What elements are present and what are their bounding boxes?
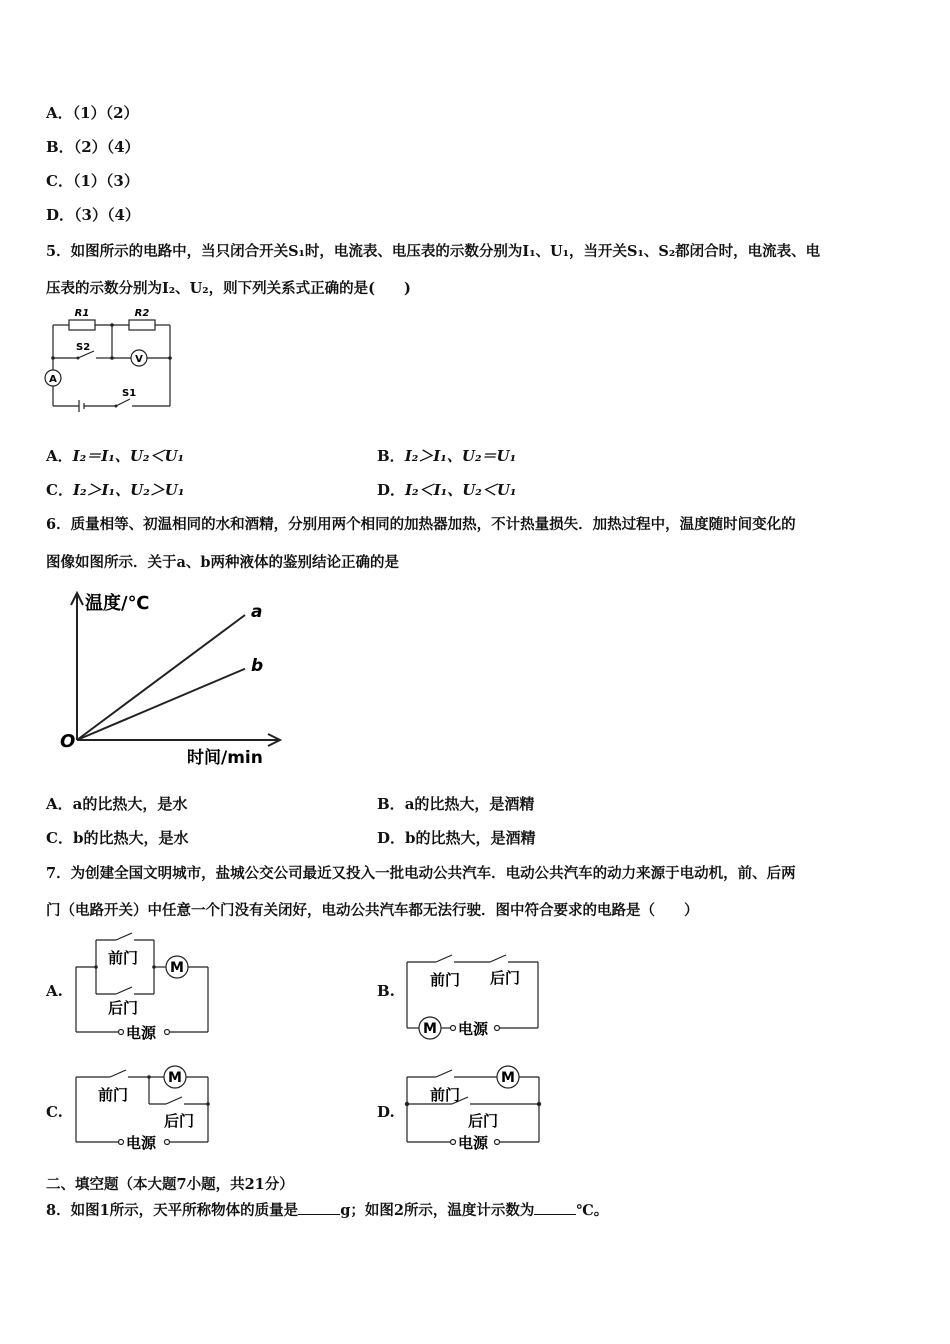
svg-text:前门: 前门 [430,971,461,989]
q8-blank-temperature[interactable] [534,1200,576,1215]
s1-label: S1 [122,388,137,399]
q7-stem-line1: 7．为创建全国文明城市，盐城公交公司最近又投入一批电动公共汽车．电动公共汽车的动力来源于电动机，前、后两 [46,865,796,882]
q7-stem-line2: 门（电路开关）中任意一个门没有关闭好，电动公共汽车都无法行驶．图中符合要求的电路是（ ） [46,902,699,919]
q5-option-c: C．I₂＞I₁、U₂＞U₁ [46,481,185,499]
q6-option-d: D．b的比热大，是酒精 [377,829,536,847]
svg-text:电源: 电源 [458,1020,489,1038]
q6-temperature-chart [55,585,295,775]
q7-circuit-a [70,930,215,1045]
option-c: C．（1）（3） [46,172,139,190]
q5-option-b: B．I₂＞I₁、U₂＝U₁ [377,447,517,465]
svg-text:M: M [170,960,184,976]
svg-text:M: M [501,1070,515,1086]
series-line-a [77,615,245,740]
q7-option-a-label: A. [46,982,63,1000]
svg-text:电源: 电源 [126,1134,157,1152]
ammeter-label: A [49,374,57,385]
q7-circuit-c [70,1060,215,1155]
svg-text:M: M [168,1070,182,1086]
svg-text:电源: 电源 [126,1024,157,1042]
svg-text:后门: 后门 [164,1112,195,1130]
s2-label: S2 [76,342,91,353]
q7-circuit-d [400,1060,545,1155]
svg-text:前门: 前门 [98,1086,129,1104]
q7-option-d-label: D. [377,1103,395,1121]
series-line-b [77,669,245,740]
origin-label: O [60,731,76,752]
svg-text:前门: 前门 [108,949,139,967]
svg-text:前门: 前门 [430,1086,461,1104]
q6-option-c: C．b的比热大，是水 [46,829,189,847]
q6-option-a: A．a的比热大，是水 [46,795,188,813]
series-label-b: b [251,655,264,676]
svg-text:后门: 后门 [108,999,139,1017]
q5-stem-line2: 压表的示数分别为I₂、U₂，则下列关系式正确的是( ) [46,280,411,297]
q6-option-b: B．a的比热大，是酒精 [377,795,535,813]
q5-option-d: D．I₂＜I₁、U₂＜U₁ [377,481,517,499]
resistor-r1 [69,320,95,330]
option-d: D．（3）（4） [46,206,140,224]
q8-stem: 8．如图1所示，天平所称物体的质量是 g；如图2所示，温度计示数为 ℃。 [46,1202,609,1219]
q6-stem-line2: 图像如图所示．关于a、b两种液体的鉴别结论正确的是 [46,554,400,571]
svg-text:后门: 后门 [468,1112,499,1130]
svg-text:后门: 后门 [490,969,521,987]
series-label-a: a [251,602,263,622]
q6-stem-line1: 6．质量相等、初温相同的水和酒精，分别用两个相同的加热器加热，不计热量损失．加热过程中，温度随时间变化的 [46,516,796,533]
section-2-heading: 二、填空题（本大题7小题，共21分） [46,1176,294,1193]
q5-stem-line1: 5．如图所示的电路中，当只闭合开关S₁时，电流表、电压表的示数分别为I₁、U₁，当开关S₁、S₂都闭合时，电流表、电 [46,243,821,260]
q7-option-b-label: B. [377,982,395,1000]
option-a: A．（1）（2） [46,104,139,122]
svg-text:M: M [423,1021,437,1037]
q7-circuit-b [400,940,545,1040]
resistor-r2 [129,320,155,330]
voltmeter-label: V [135,354,143,365]
svg-text:电源: 电源 [458,1134,489,1152]
r1-label: R1 [74,308,90,319]
x-axis-label: 时间/min [187,748,263,768]
r2-label: R2 [134,308,150,319]
q8-blank-mass[interactable] [298,1200,340,1215]
y-axis-label: 温度/℃ [85,593,150,614]
q5-circuit-figure [40,304,180,410]
option-b: B．（2）（4） [46,138,140,156]
q5-option-a: A．I₂＝I₁、U₂＜U₁ [46,447,185,465]
q7-option-c-label: C. [46,1103,63,1121]
